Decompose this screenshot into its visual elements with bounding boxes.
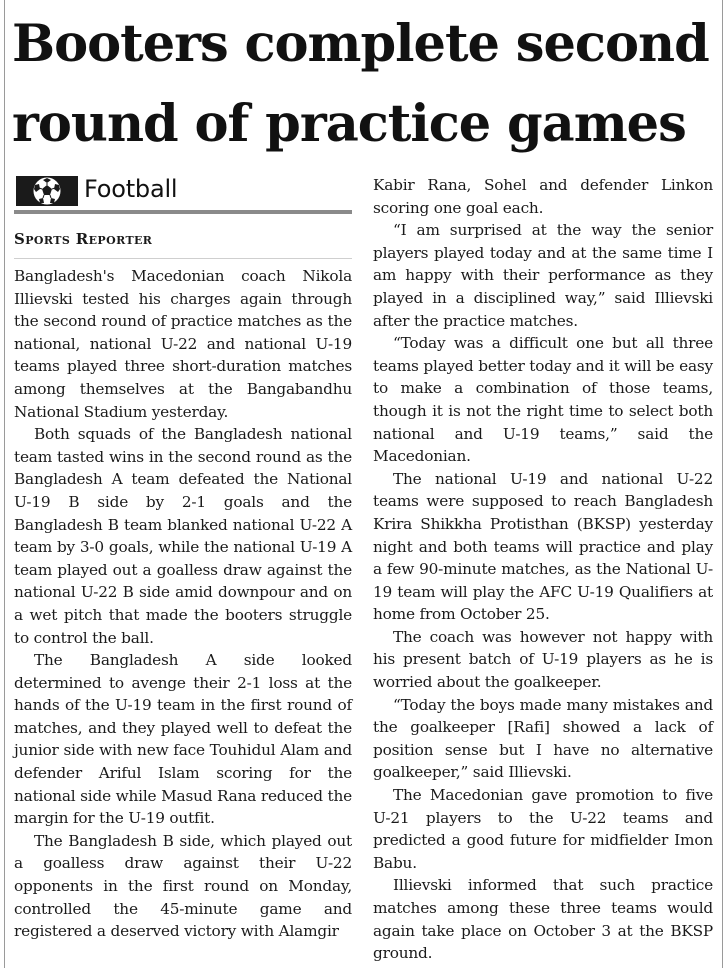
paragraph: Illievski informed that such practice matches among these three teams would again take place on October 3 at the BKSP ground. bbox=[373, 876, 713, 963]
paragraph: Both squads of the Bangladesh national team tasted wins in the second round as the Bangladesh A team defeated the National U-19 B side by 2-1 goals and the Bangladesh B team blanked national U-22 A team by 3-0 goals, while the national U-19 A team played out a goalless draw against the national U-22 B side amid downpour and on a wet pitch that made the booters struggle to control the ball. bbox=[14, 425, 352, 647]
byline-divider bbox=[14, 258, 352, 259]
headline: Booters complete second round of practice games bbox=[12, 14, 709, 154]
byline-text: Sports Reporter bbox=[14, 230, 153, 248]
paragraph: The Macedonian gave promotion to five U-21 players to the U-22 teams and predicted a good future for midfielder Imon Babu. bbox=[373, 786, 713, 872]
left-column bbox=[14, 172, 352, 943]
football-icon bbox=[16, 176, 78, 206]
paragraph: Kabir Rana, Sohel and defender Linkon scoring one goal each. bbox=[373, 176, 713, 217]
section-label: Football bbox=[84, 175, 178, 203]
paragraph: The coach was however not happy with his present batch of U-19 players as he is worried about the goalkeeper. bbox=[373, 627, 713, 692]
paragraph: Bangladesh's Macedonian coach Nikola Illievski tested his charges again through the second round of practice matches as the national, national U-22 and national U-19 teams played three short-duration matches among themselves at the Bangabandhu National Stadium yesterday. bbox=[14, 267, 352, 421]
paragraph: The Bangladesh A side looked determined to avenge their 2-1 loss at the hands of the U-19 team in the first round of matches, and they played well to defeat the junior side with new face Touhidul Alam and defender Ariful Islam scoring for the national side while Masud Rana reduced the margin for the U-19 outfit. bbox=[14, 651, 352, 828]
paragraph: “Today the boys made many mistakes and the goalkeeper [Rafi] showed a lack of position sense but I have no alternative goalkeeper,” said Illievski. bbox=[373, 695, 713, 782]
right-column bbox=[373, 174, 713, 965]
section-rubric bbox=[14, 172, 352, 214]
paragraph: “Today was a difficult one but all three teams played better today and it will be easy to make a combination of those teams, though it is not the right time to select both national and U-19 teams,” said the Macedonian. bbox=[373, 334, 713, 466]
paragraph: The Bangladesh B side, which played out a goalless draw against their U-22 opponents in the first round on Monday, controlled the 45-minute game and registered a deserved victory with Alamgir bbox=[14, 831, 352, 941]
paragraph: The national U-19 and national U-22 teams were supposed to reach Bangladesh Krira Shikkha Protisthan (BKSP) yesterday night and both teams will practice and play a few 90-minute matches, as the National U-19 team will play the AFC U-19 Qualifiers at home from October 25. bbox=[373, 469, 713, 624]
paragraph: “I am surprised at the way the senior players played today and at the same time I am happy with their performance as they played in a disciplined way,” said Illievski after the practice matches. bbox=[373, 221, 713, 330]
byline bbox=[14, 228, 352, 248]
